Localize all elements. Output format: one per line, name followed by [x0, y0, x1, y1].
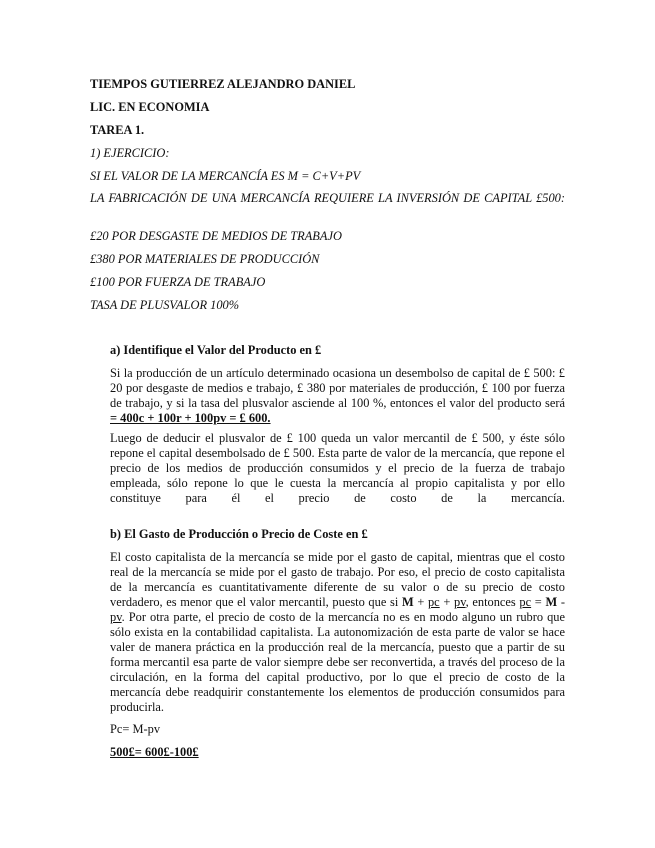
student-name: TIEMPOS GUTIERREZ ALEJANDRO DANIEL	[90, 77, 356, 91]
investment-text: LA FABRICACIÓN DE UNA MERCANCÍA REQUIERE LA INVERSIÓN DE CAPITAL £500:	[90, 191, 565, 205]
item-materials: £380 POR MATERIALES DE PRODUCCIÓN	[90, 252, 320, 266]
cost-price-formula: Pc= M-pv	[110, 722, 161, 736]
equals-sign: =	[534, 595, 542, 609]
var-pc-2: pc	[519, 595, 532, 609]
section-b-p1-end: . Por otra parte, el precio de costo de la mercancía no es en modo alguno un rubro que sólo exista en la contabilidad capitalista. La autonomización de esta parte de valor se hace valer de manera práctica en la producción real de la mercancía, puesto que a partir de su forma mercantil esa parte de valor siempre debe ser reconvertida, a través del proceso de la circulación, en la forma del capital productivo, por lo que el precio de costo de la mercancía debe readquirir constantemente los elementos de producción consumidos para producirla.	[110, 610, 565, 714]
entonces-word: , entonces	[465, 595, 516, 609]
item-depreciation: £20 POR DESGASTE DE MEDIOS DE TRABAJO	[90, 229, 342, 243]
var-pv: pv	[454, 595, 466, 609]
var-pv-2: pv	[110, 610, 122, 624]
degree-title: LIC. EN ECONOMIA	[90, 100, 210, 114]
minus-sign: -	[560, 595, 565, 609]
item-labor: £100 POR FUERZA DE TRABAJO	[90, 275, 266, 289]
var-m-2: M	[545, 595, 558, 609]
section-b-heading: b) El Gasto de Producción o Precio de Coste en £	[110, 527, 368, 541]
section-a-paragraph-2: Luego de deducir el plusvalor de £ 100 queda un valor mercantil de £ 500, y éste sólo repone el capital desembolsado de £ 500. Esta parte de valor de la mercancía, que repone el precio de los medios de producción consumidos y el precio de la fuerza de trabajo empleada, sólo repone lo que le cuesta la mercancía al propio capitalista y por ello constituye para él el precio de costo de la mercancía.	[110, 431, 565, 505]
value-formula-line: SI EL VALOR DE LA MERCANCÍA ES M = C+V+PV	[90, 169, 361, 183]
section-a-p1-text: Si la producción de un artículo determinado ocasiona un desembolso de capital de £ 500: £ 20 por desgaste de medios e trabajo, £ 380 por materiales de producción, £ 100 por fuerza de trabajo, y si la tasa del plusvalor asciende al 100 %, entonces el valor del producto será	[110, 366, 565, 410]
var-pc: pc	[427, 595, 440, 609]
section-a-paragraph-1	[110, 366, 565, 426]
cost-price-result-text: 500£= 600£-100£	[110, 745, 199, 759]
product-value-result: = 400c + 100r + 100pv = £ 600.	[110, 411, 271, 425]
investment-statement	[90, 191, 565, 206]
section-a-heading: a) Identifique el Valor del Producto en £	[110, 343, 322, 357]
exercise-title: 1) EJERCICIO:	[90, 146, 170, 160]
plus-sign-2: +	[443, 595, 451, 609]
plus-sign-1: +	[417, 595, 425, 609]
surplus-rate: TASA DE PLUSVALOR 100%	[90, 298, 240, 312]
task-title: TAREA 1.	[90, 123, 145, 137]
cost-price-result	[110, 745, 565, 760]
var-m: M	[401, 595, 414, 609]
section-b-paragraph	[110, 550, 565, 715]
section-b-p1-start: El costo capitalista de la mercancía se mide por el gasto de capital, mientras que el costo real de la mercancía se mide por el gasto de trabajo. Por eso, el precio de costo capitalista de la mercancía es cuantitativamente diferente de su valor o de su precio de costo verdadero, es menor que el valor mercantil, puesto que si	[110, 550, 565, 609]
